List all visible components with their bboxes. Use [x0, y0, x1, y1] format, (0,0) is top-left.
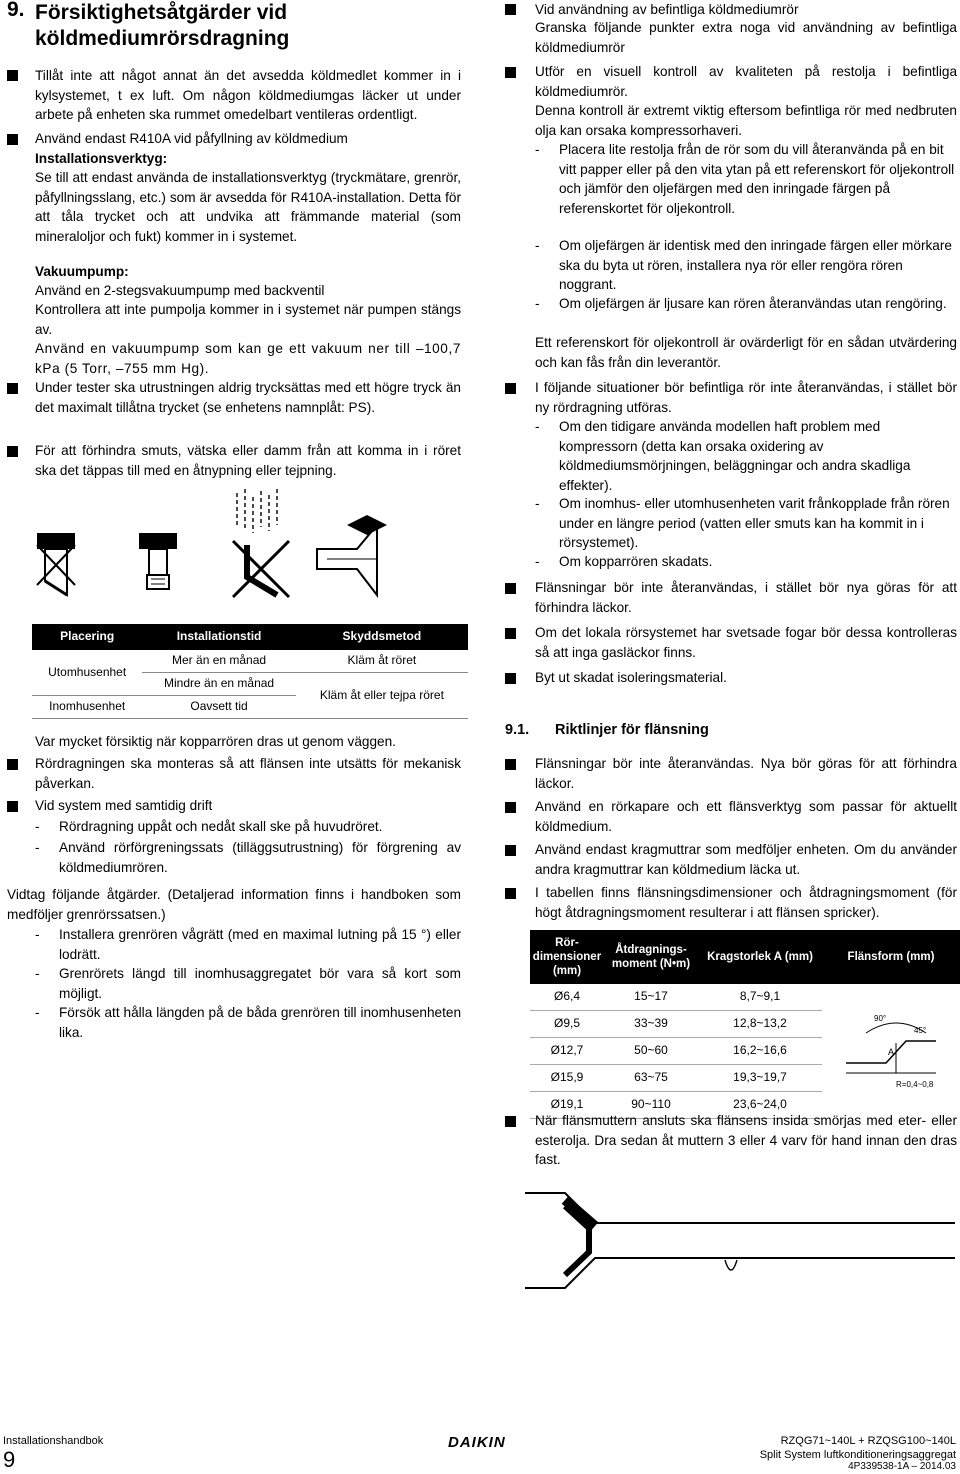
section-number: 9. [7, 0, 25, 21]
radius-label: R=0,4~0,8 [896, 1079, 934, 1089]
table-cell: Ø9,5 [530, 1011, 604, 1038]
table-cell: 50~60 [604, 1038, 698, 1065]
footer-model: RZQG71~140L + RZQSG100~140L [780, 1435, 956, 1447]
bullet-text: Tillåt inte att något annat än det avsedda köldmedlet kommer in i kylsystemet, t ex luft. Om någon köldmediumgas läcker ut under arbete på enheten ska rummet omedelbart ventileras ordentligt. [35, 68, 461, 123]
bullet-icon [505, 673, 516, 684]
pipe-protection-illustration [27, 485, 407, 605]
bullet-text: Använd endast R410A vid påfyllning av köldmedium [35, 131, 348, 146]
table-cell: Ø15,9 [530, 1065, 604, 1092]
bullet-icon [505, 583, 516, 594]
rain-on-pipe-icon [233, 489, 289, 597]
bullet-text: Vid system med samtidig drift [35, 798, 213, 813]
bullet-text: I tabellen finns flänsningsdimensioner och åtdragningsmoment (för högt åtdragningsmoment resulterar i att flänsen spricker). [535, 885, 957, 920]
dash-item: Placera lite restolja från de rör som du vill återanvända på en bit vitt papper eller på den vita ytan på ett referenskort för oljekontroll och jämför den oljefärgen med den inringade färgen på referenskortet för oljekontroll. [559, 142, 955, 216]
bullet-icon [7, 759, 18, 770]
table-header: Skyddsmetod [296, 624, 468, 650]
bullet-icon [7, 134, 18, 145]
table-cell: 8,7~9,1 [698, 984, 822, 1011]
pump-label: Vakuumpump: [35, 264, 129, 279]
flare-shape-cell [822, 984, 960, 1119]
subsection-number: 9.1. [505, 722, 530, 738]
pump-text: Använd en 2-stegsvakuumpump med backventil [35, 283, 325, 298]
bullet-icon [505, 845, 516, 856]
footer-page-number: 9 [3, 1447, 16, 1472]
table-header: Flänsform (mm) [822, 930, 960, 984]
bullet-icon [505, 802, 516, 813]
table-row [530, 984, 960, 1011]
pump-text: Kontrollera att inte pumpolja kommer in i systemet när pumpen stängs av. [35, 302, 461, 337]
bullet-icon [505, 888, 516, 899]
table-cell: 12,8~13,2 [698, 1011, 822, 1038]
bullet-text: När flänsmuttern ansluts ska flänsens insida smörjas med eter- eller esterolja. Dra sedan åt muttern 3 eller 4 varv för hand innan den dras fast. [535, 1113, 957, 1168]
table-cell: 19,3~19,7 [698, 1065, 822, 1092]
dash-item: Om inomhus- eller utomhusenheten varit frånkopplade från rören under en längre period (vatten eller smuts kan ha kommit in i rörsystemet). [559, 496, 950, 551]
bullet-text: Använd endast kragmuttrar som medföljer enheten. Om du använder andra kragmuttrar kan köldmedium läcka ut. [535, 842, 957, 877]
paragraph: Ett referenskort för oljekontroll är ovärderligt för en sådan utvärdering och kan fås från din leverantör. [535, 335, 957, 370]
bullet-text: Utför en visuell kontroll av kvaliteten på restolja i befintliga köldmediumrör. [535, 64, 957, 99]
table-cell: Kläm åt röret [296, 650, 468, 673]
tools-text: Se till att endast använda de installationsverktyg (tryckmätare, grenrör, påfyllningsslang, etc.) som är avsedda för R410A-installation. Detta för att tåla trycket och att undvika att främmande material (som mineraloljor och fukt) kommer in i systemet. [35, 170, 461, 244]
bullet-text: Granska följande punkter extra noga vid användning av befintliga köldmediumrör [535, 20, 957, 55]
table-cell: 90~110 [604, 1092, 698, 1119]
bullet-icon [7, 446, 18, 457]
bullet-text: Rördragningen ska monteras så att flänsen inte utsätts för mekanisk påverkan. [35, 756, 461, 791]
wall-pipe-icon [317, 515, 387, 595]
subsection-title: Riktlinjer för flänsning [555, 722, 709, 738]
table-cell: Ø19,1 [530, 1092, 604, 1119]
dash-item: Försök att hålla längden på de båda grenrören till inomhusenheten lika. [59, 1005, 461, 1040]
daikin-logo: DAIKIN [448, 1434, 506, 1451]
bullet-icon [505, 383, 516, 394]
bullet-text: Använd en rörkapare och ett flänsverktyg som passar för aktuellt köldmedium. [535, 799, 957, 834]
protection-table [32, 624, 468, 719]
bullet-text: Byt ut skadat isoleringsmaterial. [535, 670, 727, 685]
bullet-icon [505, 1116, 516, 1127]
table-header: Placering [32, 624, 142, 650]
angle-90-label: 90° [874, 1013, 887, 1023]
footer-manual: Installationshandbok [3, 1435, 104, 1447]
note-text: Var mycket försiktig när kopparrören dras ut genom väggen. [35, 734, 396, 749]
paragraph: Vidtag följande åtgärder. (Detaljerad information finns i handboken som medföljer grenrörssatsen.) [7, 887, 461, 922]
table-cell: Inomhusenhet [32, 696, 142, 719]
table-cell: Utomhusenhet [32, 650, 142, 696]
dash-item: Installera grenrören vågrätt (med en maximal lutning på 15 °) eller lodrätt. [59, 927, 461, 962]
flare-table [530, 930, 960, 1119]
bullet-icon [7, 801, 18, 812]
bullet-text: Vid användning av befintliga köldmediumrör [535, 2, 799, 17]
table-header: Installationstid [142, 624, 295, 650]
table-header-row [530, 930, 960, 984]
table-header-row [32, 624, 468, 650]
angle-45-label: 45° [914, 1025, 927, 1035]
dash-item: Om oljefärgen är identisk med den inringade färgen eller mörkare ska du byta ut rören, installera nya rör eller rengöra rören noggrant. [559, 238, 952, 293]
flare-lubrication-illustration [525, 1188, 955, 1298]
dash-item: Rördragning uppåt och nedåt skall ske på huvudröret. [59, 819, 383, 834]
bullet-icon [505, 628, 516, 639]
bullet-text: Flänsningar bör inte återanvändas, i stället bör nya göras för att förhindra läckor. [535, 580, 957, 615]
paragraph: Denna kontroll är extremt viktig eftersom befintliga rör med nedbruten olja kan orsaka kompressorhaveri. [535, 103, 957, 138]
table-header: Kragstorlek A (mm) [698, 930, 822, 984]
bullet-text: För att förhindra smuts, vätska eller damm från att komma in i röret ska det täppas till med en åtnypning eller tejpning. [35, 443, 461, 478]
table-cell: Kläm åt eller tejpa röret [296, 673, 468, 719]
table-cell: 33~39 [604, 1011, 698, 1038]
table-cell: Ø6,4 [530, 984, 604, 1011]
footer-doc: 4P339538-1A – 2014.03 [848, 1461, 956, 1472]
pump-text: Använd en vakuumpump som kan ge ett vakuum ner till –100,7 kPa (5 Torr, –755 mm Hg). [35, 341, 461, 376]
table-cell: 63~75 [604, 1065, 698, 1092]
flare-shape-diagram [836, 1003, 946, 1093]
table-cell: Mer än en månad [142, 650, 295, 673]
bullet-icon [7, 70, 18, 81]
section-title: Försiktighetsåtgärder vid köldmediumrörsdragning [35, 1, 290, 50]
table-header: Åtdragnings-moment (N•m) [604, 930, 698, 984]
table-cell: 23,6~24,0 [698, 1092, 822, 1119]
dash-item: Grenrörets längd till inomhusaggregatet bör vara så kort som möjligt. [59, 966, 461, 1001]
pinched-pipe-icon [37, 533, 75, 595]
footer-product: Split System luftkonditioneringsaggregat [759, 1449, 956, 1461]
bullet-text: Flänsningar bör inte återanvändas. Nya bör göras för att förhindra läckor. [535, 756, 957, 791]
table-cell: Mindre än en månad [142, 673, 295, 696]
bullet-text: I följande situationer bör befintliga rör inte återanvändas, i stället bör ny rördragning utföras. [535, 380, 957, 415]
dimension-a-label: A [888, 1046, 895, 1057]
table-header: Rör-dimensioner (mm) [530, 930, 604, 984]
table-cell: Oavsett tid [142, 696, 295, 719]
table-cell: 16,2~16,6 [698, 1038, 822, 1065]
bullet-icon [7, 383, 18, 394]
bullet-text: Under tester ska utrustningen aldrig trycksättas med ett högre tryck än det maximalt tillåtna trycket (se enhetens namnplåt: PS). [35, 380, 461, 415]
bullet-text: Om det lokala rörsystemet har svetsade fogar bör dessa kontrolleras så att inga gasläckor finns. [535, 625, 957, 660]
table-row [32, 650, 468, 673]
bullet-icon [505, 67, 516, 78]
tools-label: Installationsverktyg: [35, 151, 168, 166]
bullet-icon [505, 759, 516, 770]
dash-item: Om den tidigare använda modellen haft problem med kompressorn (detta kan orsaka oxidering av köldmediumsmörjningen, beläggningar och andra skadliga effekter). [559, 419, 911, 493]
dash-item: Om oljefärgen är ljusare kan rören återanvändas utan rengöring. [559, 296, 947, 311]
dash-item: Använd rörförgreningssats (tilläggsutrustning) för förgrening av köldmediumrören. [59, 840, 461, 875]
dash-item: Om kopparrören skadats. [559, 554, 713, 569]
taped-pipe-icon [139, 533, 177, 589]
table-cell: Ø12,7 [530, 1038, 604, 1065]
bullet-icon [505, 4, 516, 15]
table-cell: 15~17 [604, 984, 698, 1011]
